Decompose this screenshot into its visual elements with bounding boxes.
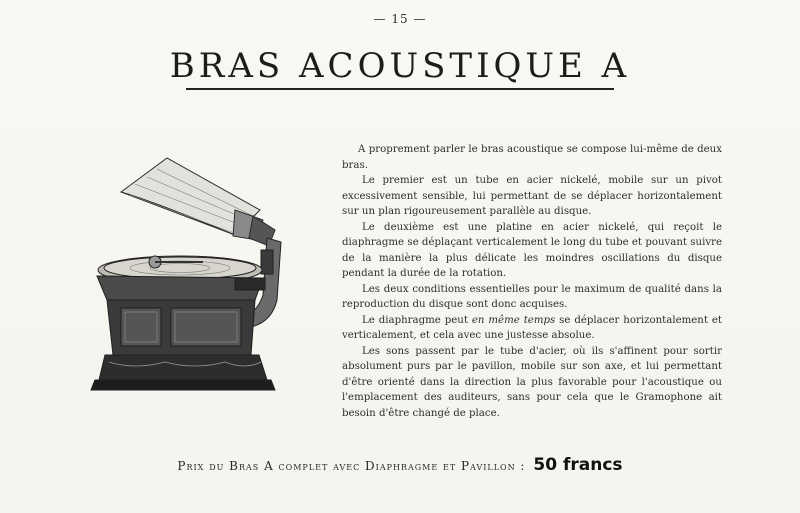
paragraph-1: A proprement parler le bras acoustique se compose lui-même de deux bras. xyxy=(342,144,722,171)
paragraph-2: Le premier est un tube en acier nickelé, mobile sur un pivot excessivement sensible, lui permettant de se déplacer horizontalement sur un plan rigoureusement parallèle au disque. xyxy=(342,175,722,217)
gramophone-illustration xyxy=(85,150,325,405)
paragraph-4: Les deux conditions essentielles pour le maximum de qualité dans la reproduction du disque sont donc acquises. xyxy=(342,283,722,310)
horn-icon xyxy=(121,158,275,246)
price-value: 50 francs xyxy=(533,455,623,475)
paragraph-3: Le deuxième est une platine en acier nickelé, qui reçoit le diaphragme se déplaçant verticalement le long du tube et pouvant suivre de la manière la plus délicate les moindres oscillations du disque pendant la durée de la rotation. xyxy=(342,221,722,279)
price-label: Prix du Bras A complet avec Diaphragme et Pavillon : xyxy=(177,459,526,473)
paragraph-5 xyxy=(342,313,722,344)
price-line xyxy=(0,455,800,475)
page-title: BRAS ACOUSTIQUE A xyxy=(169,46,631,86)
paragraph-5-emphasis: en même temps xyxy=(471,314,556,326)
paragraph-5-end: se déplacer horizontalement et verticalement, et cela avec une justesse absolue. xyxy=(342,314,723,341)
cabinet-icon xyxy=(91,276,275,390)
page-number: — 15 — xyxy=(373,12,427,26)
paragraph-6: Les sons passent par le tube d'acier, où ils s'affinent pour sortir absolument purs par le pavillon, mobile sur son axe, et lui permettant d'être orienté dans la direction la plus favorable pour l'acoustique ou l'emplacement des auditeurs, sans pour cela que le Gramophone ait besoin d'être changé de place. xyxy=(342,345,722,419)
paragraph-5-start: Le diaphragme peut xyxy=(362,314,472,326)
article-body xyxy=(342,142,722,421)
title-underline xyxy=(186,88,614,90)
